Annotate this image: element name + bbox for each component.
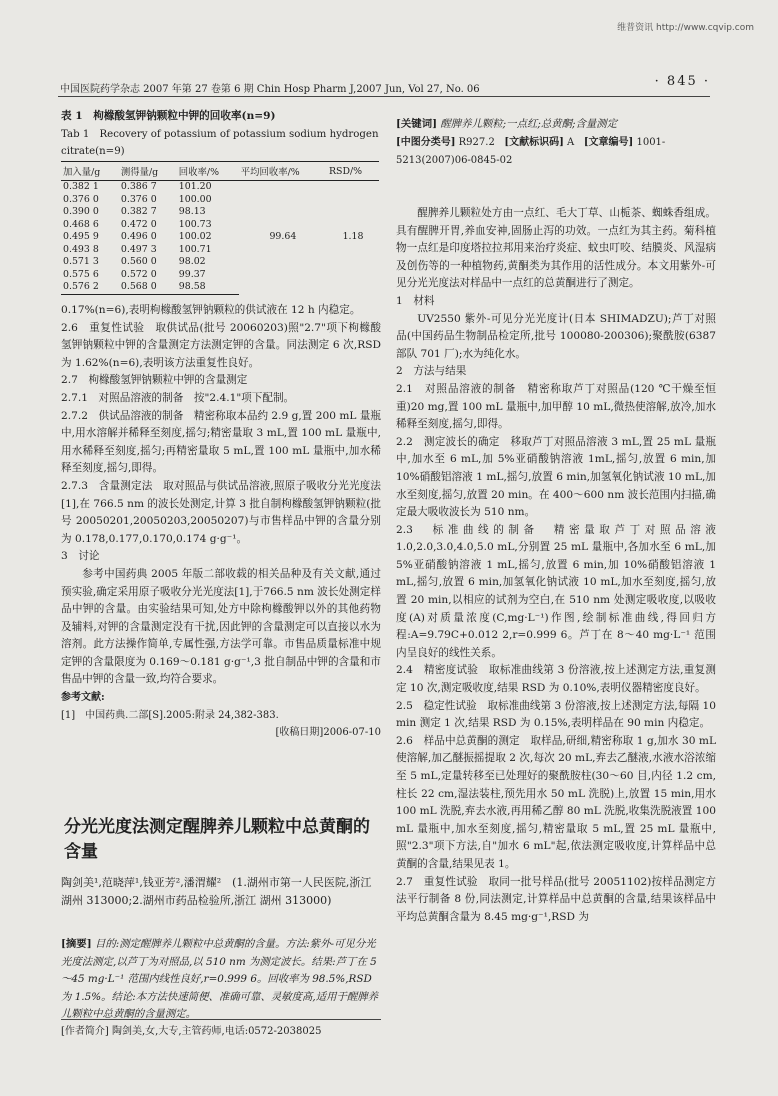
classification bbox=[396, 134, 716, 169]
col-mean: 平均回收率/% bbox=[239, 162, 327, 181]
materials-paragraph: UV2550 紫外-可见分光光度计(日本 SHIMADZU);芦丁对照品(中国药品生物制品检定所,批号 100080-200306);聚酰胺(6387 部队 701 厂);水为纯化水。 bbox=[396, 312, 716, 360]
intro-paragraph: 醒脾养儿颗粒处方由一点红、毛大丁草、山栀茶、蜘蛛香组成。具有醒脾开胃,养血安神,固肠止泻的功效。一点红为其主药。菊科植物一点红是印度塔拉拉邦用来治疗炎症、蚊虫叮咬、结膜炎、风湿病及创伤等的一种植物药,黄酮类为其作用的活性成分。本文用紫外-可见分光光度法对样品中一点红的总黄酮进行了测定。 bbox=[396, 207, 716, 290]
table-caption-cn: 表 1 枸橼酸氢钾钠颗粒中钾的回收率(n=9) bbox=[61, 110, 276, 122]
rsd-value: 1.18 bbox=[342, 231, 364, 243]
table-cell: 0.568 0 bbox=[119, 281, 177, 294]
table-cell: 98.02 bbox=[178, 256, 206, 267]
received-date: [收稿日期]2006-07-10 bbox=[275, 727, 381, 739]
col-recovery: 回收率/% bbox=[177, 162, 239, 181]
section-2-7-repeat: 2.7 重复性试验 取同一批号样品(批号 20051102)按样品测定方法平行制备 8 份,同法测定,计算样品中总黄酮的含量,结果该样品中平均总黄酮含量为 8.45 mg·g⁻¹,RSD 为 bbox=[396, 875, 716, 923]
section-2-heading: 2 方法与结果 bbox=[396, 365, 467, 378]
table-cell: 0.572 0 bbox=[120, 268, 157, 280]
col-measured: 测得量/g bbox=[119, 162, 177, 181]
table-cell: 0.560 0 bbox=[120, 256, 157, 267]
id-label: [文章编号] bbox=[583, 137, 634, 148]
keywords-text: 醒脾养儿颗粒;一点红;总黄酮;含量测定 bbox=[440, 118, 618, 130]
abstract bbox=[61, 936, 381, 1024]
table-cell: 0.497 3 bbox=[120, 243, 157, 255]
table-cell: 0.495 9 bbox=[63, 231, 99, 242]
table-cell: 0.576 2 bbox=[61, 281, 119, 294]
table-caption-en: Tab 1 Recovery of potassium of potassium sodium hydrogen citrate(n=9) bbox=[61, 129, 379, 157]
section-2-7-2: 2.7.2 供试品溶液的制备 精密称取本品约 2.9 g,置 200 mL 量瓶中,用水溶解并稀释至刻度,摇匀;精密量取 3 mL,置 100 mL 量瓶中,用水稀释至刻度,摇匀;再精密量取 5 mL,置 100 mL 量瓶中,加水稀释至刻度,摇匀,即得。 bbox=[61, 409, 381, 475]
table-cell: 0.382 1 bbox=[63, 181, 99, 192]
section-2-4: 2.4 精密度试验 取标准曲线第 3 份溶液,按上述测定方法,重复测定 10 次,测定吸收度,结果 RSD 为 0.10%,表明仪器精密度良好。 bbox=[396, 664, 716, 695]
section-2-7-3: 2.7.3 含量测定法 取对照品与供试品溶液,照原子吸收分光光度法[1],在 766.5 nm 的波长处测定,计算 3 批自制枸橼酸氢钾钠颗粒(批号 20050201,20050203,20050207)与市售样品中钾的含量分别为 0.178,0.177,0.170,0.174 g·g⁻¹。 bbox=[61, 479, 381, 545]
table-cell: 100.02 bbox=[178, 231, 212, 242]
table-row bbox=[61, 181, 379, 194]
section-2-2: 2.2 测定波长的确定 移取芦丁对照品溶液 3 mL,置 25 mL 量瓶中,加水至 6 mL,加 5%亚硝酸钠溶液 1mL,摇匀,放置 6 min,加 10%硝酸铝溶液 1 mL,摇匀,放置 6 min,加氢氧化钠试液 10 mL,加水至刻度,摇匀,放置 20 min。在 400～600 nm 波长范围内扫描,确定最大吸收波长为 510 nm。 bbox=[396, 435, 716, 519]
table-cell: 100.71 bbox=[178, 243, 212, 255]
recovery-table bbox=[61, 161, 379, 295]
doc-value: A bbox=[567, 137, 575, 148]
authors: 陶剑美¹,范晓萍¹,钱亚芳²,潘渭耀² (1.湖州市第一人民医院,浙江 湖州 313000;2.湖州市药品检验所,浙江 湖州 313000) bbox=[61, 876, 372, 907]
clc-label: [中图分类号] bbox=[396, 137, 456, 148]
table-cell: 0.468 6 bbox=[63, 218, 99, 230]
table-cell: 0.386 7 bbox=[120, 181, 157, 192]
keywords-label: [关键词] bbox=[396, 118, 438, 130]
id-value: 1001-5213(2007)06-0845-02 bbox=[396, 137, 666, 166]
section-2-6: 2.6 重复性试验 取供试品(批号 20060203)照"2.7"项下枸橼酸氢钾钠颗粒中钾的含量测定方法测定钾的含量。同法测定 6 次,RSD 为 1.62%(n=6),表明该方法重复性良好。 bbox=[61, 321, 381, 369]
keywords bbox=[396, 116, 716, 134]
page-number: · 845 · bbox=[654, 74, 710, 89]
doc-label: [文献标识码] bbox=[504, 137, 564, 148]
table-cell: 100.73 bbox=[178, 218, 212, 230]
paragraph: 0.17%(n=6),表明枸橼酸氢钾钠颗粒的供试液在 12 h 内稳定。 bbox=[61, 304, 361, 316]
section-2-5: 2.5 稳定性试验 取标准曲线第 3 份溶液,按上述测定方法,每隔 10 min 测定 1 次,结果 RSD 为 0.15%,表明样品在 90 min 内稳定。 bbox=[396, 699, 716, 730]
section-2-6-sample: 2.6 样品中总黄酮的测定 取样品,研细,精密称取 1 g,加水 30 mL 使溶解,加乙醚振摇提取 2 次,每次 20 mL,弃去乙醚液,水液水浴浓缩至 5 mL,定量转移至已处理好的聚酰胺柱(30～60 目,内径 1.2 cm,柱长 22 cm,湿法装柱,预先用水 50 mL 洗脱)上,放置 15 min,用水 100 mL 洗脱,弃去水液,再用稀乙醇 80 mL 洗脱,收集洗脱液置 100 mL 量瓶中,加水至刻度,摇匀,精密量取 5 mL,置 25 mL 量瓶中,照"2.3"项下方法,自"加水 6 mL"起,依法测定吸收度,计算样品中总黄酮的含量,结果见表 1。 bbox=[396, 734, 716, 870]
table-cell: 101.20 bbox=[178, 181, 212, 192]
abstract-text: 目的:测定醒脾养儿颗粒中总黄酮的含量。方法:紫外-可见分光光度法测定,以芦丁为对照品,以 510 nm 为测定波长。结果:芦丁在 5～45 mg·L⁻¹ 范围内线性良好,r=0.999 6。回收率为 98.5%,RSD 为 1.5%。结论:本方法快速简便、准确可靠、灵敏度高,适用于醒脾养儿颗粒中总黄酮的含量测定。 bbox=[61, 938, 379, 1021]
table-header-row bbox=[61, 162, 379, 181]
section-1-heading: 1 材料 bbox=[396, 294, 435, 307]
section-2-7-heading: 2.7 枸橼酸氢钾钠颗粒中钾的含量测定 bbox=[61, 374, 248, 387]
table-cell: 0.575 6 bbox=[63, 268, 99, 280]
section-3-heading: 3 讨论 bbox=[61, 550, 100, 563]
col-rsd: RSD/% bbox=[327, 162, 379, 181]
table-cell: 0.376 0 bbox=[120, 193, 157, 205]
watermark: 维普资讯 http://www.cqvip.com bbox=[617, 23, 754, 33]
table-cell: 98.13 bbox=[178, 206, 206, 217]
table-cell: 99.37 bbox=[178, 268, 206, 280]
table-cell: 0.571 3 bbox=[63, 256, 99, 267]
abstract-label: [摘要] bbox=[61, 938, 92, 950]
reference-1: [1] 中国药典.二部[S].2005:附录 24,382-383. bbox=[61, 709, 279, 721]
table-cell: 0.493 8 bbox=[63, 243, 99, 255]
article-title: 分光光度法测定醒脾养儿颗粒中总黄酮的含量 bbox=[64, 817, 370, 862]
references-title: 参考文献: bbox=[61, 692, 105, 704]
left-body bbox=[61, 302, 381, 742]
table-cell: 0.382 7 bbox=[120, 206, 157, 217]
table-cell: 98.58 bbox=[177, 281, 239, 294]
section-2-7-1: 2.7.1 对照品溶液的制备 按"2.4.1"项下配制。 bbox=[61, 391, 295, 404]
header-rule bbox=[58, 96, 710, 97]
table-cell: 0.390 0 bbox=[63, 206, 99, 217]
table-cell: 100.00 bbox=[178, 193, 212, 205]
section-2-1: 2.1 对照品溶液的制备 精密称取芦丁对照品(120 ℃干燥至恒重)20 mg,置 100 mL 量瓶中,加甲醇 10 mL,微热使溶解,放冷,加水稀释至刻度,摇匀,即得。 bbox=[396, 382, 716, 431]
table-cell: 0.472 0 bbox=[120, 218, 157, 230]
table-cell: 0.376 0 bbox=[63, 193, 99, 205]
mean-recovery: 99.64 bbox=[269, 231, 297, 243]
author-note: [作者简介] 陶剑美,女,大专,主管药师,电话:0572-2038025 bbox=[61, 1019, 381, 1037]
discussion-paragraph: 参考中国药典 2005 年版二部收载的相关品种及有关文献,通过预实验,确定采用原子吸收分光光度法[1],于766.5 nm 波长处测定样品中钾的含量。由实验结果可知,处方中除枸橼酸钾以外的其他药物及辅料,对钾的含量测定没有干扰,因此钾的含量测定可以直接以水为溶剂。此方法操作简单,专属性强,方法学可靠。市售品质量标准中规定钾的含量限度为 0.169～0.181 g·g⁻¹,3 批自制品中钾的含量和市售品中钾的含量一致,均符合要求。 bbox=[61, 567, 381, 686]
clc-value: R927.2 bbox=[458, 137, 495, 148]
table-cell: 0.496 0 bbox=[120, 231, 157, 242]
right-body bbox=[396, 205, 716, 926]
running-header: 中国医院药学杂志 2007 年第 27 卷第 6 期 Chin Hosp Pharm J,2007 Jun, Vol 27, No. 06 bbox=[60, 84, 480, 95]
col-added: 加入量/g bbox=[61, 162, 119, 181]
section-2-3: 2.3 标准曲线的制备 精密量取芦丁对照品溶液 1.0,2.0,3.0,4.0,5.0 mL,分别置 25 mL 量瓶中,各加水至 6 mL,加 5%亚硝酸钠溶液 1 mL,摇匀,放置 6 min,加 10%硝酸铝溶液 1 mL,摇匀,放置 6 min,加氢氧化钠试液 10 mL,加水至刻度,摇匀,放置 20 min,以相应的试剂为空白,在 510 nm 处测定吸收度,以吸收度(A)对质量浓度(C,mg·L⁻¹)作图,绘制标准曲线,得回归方程:A=9.79C+0.012 2,r=0.999 6。芦丁在 8～40 mg·L⁻¹ 范围内呈良好的线性关系。 bbox=[396, 523, 716, 659]
